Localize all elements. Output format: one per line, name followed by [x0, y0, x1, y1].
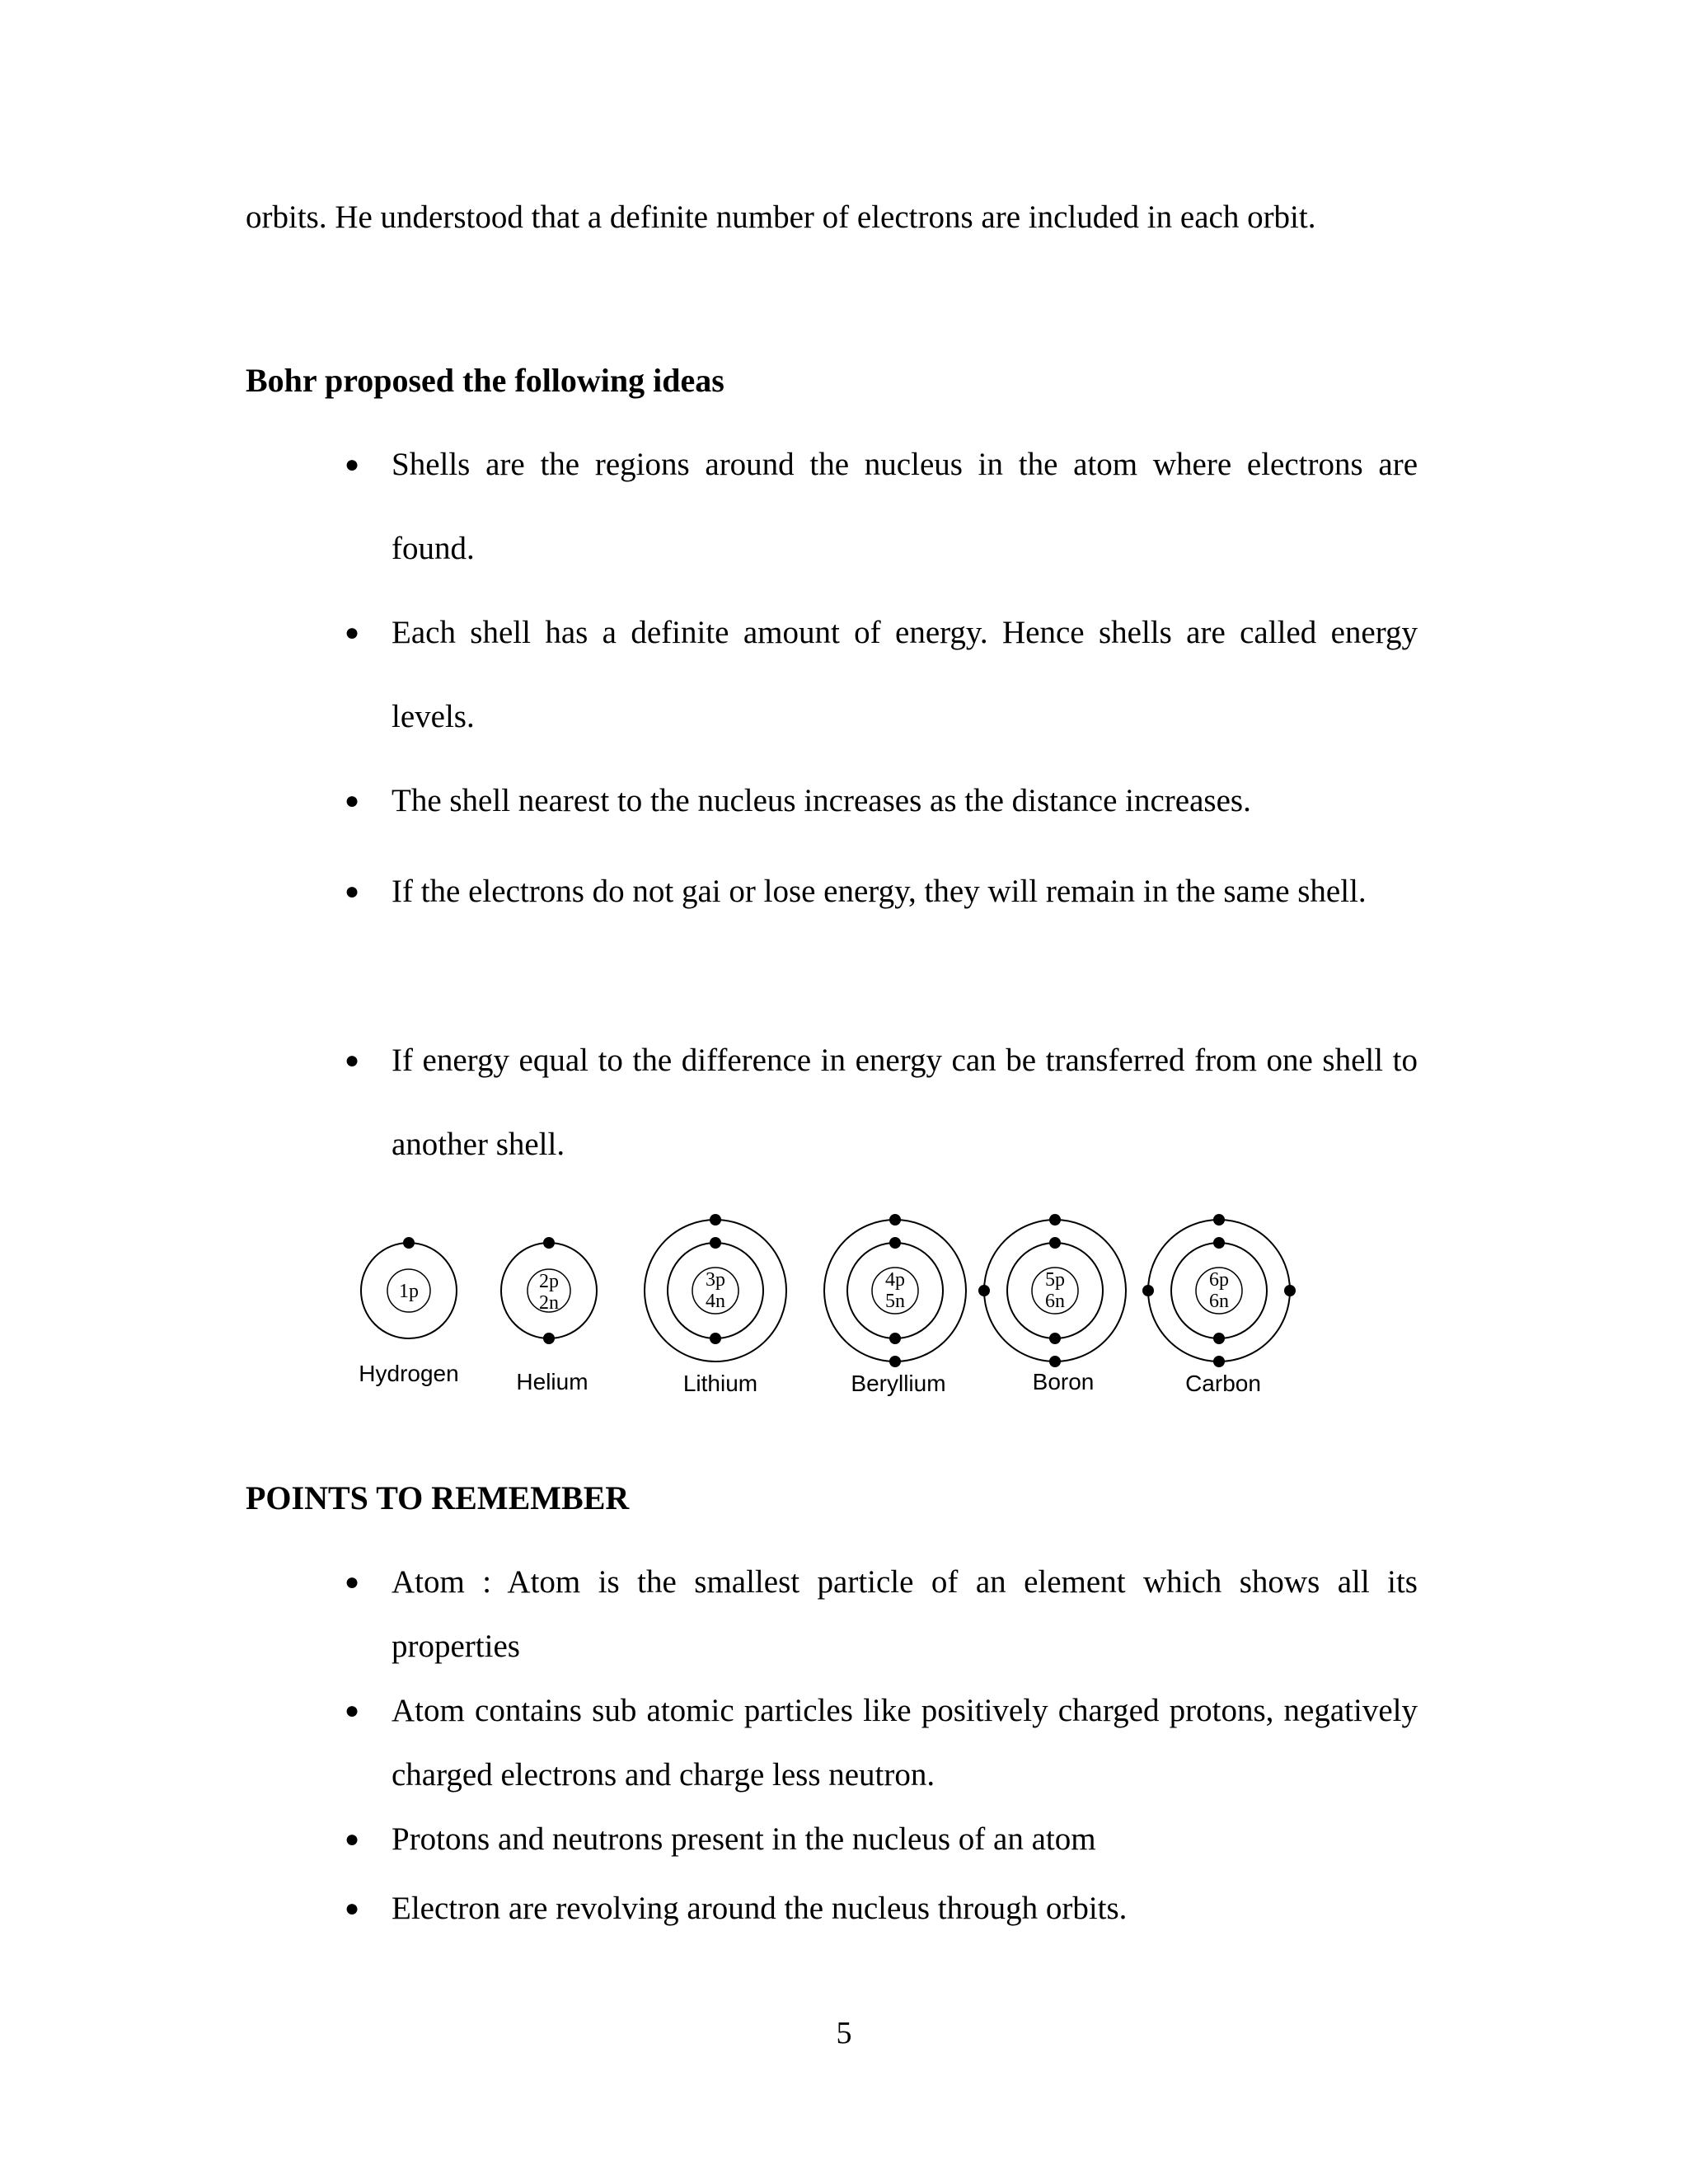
- hydrogen-label: Hydrogen: [359, 1361, 459, 1386]
- lithium-electron: [710, 1237, 721, 1249]
- bohr-idea-text: The shell nearest to the nucleus increases as the distance increases.: [392, 783, 1251, 818]
- bullet-icon: ●: [345, 1047, 360, 1074]
- helium-label: Helium: [516, 1369, 588, 1394]
- carbon-electron: [1284, 1285, 1296, 1296]
- beryllium-electron: [889, 1214, 901, 1226]
- helium-neutron-count: 2n: [539, 1292, 559, 1314]
- carbon-neutron-count: 6n: [1209, 1291, 1229, 1312]
- helium-proton-count: 2p: [539, 1271, 559, 1292]
- beryllium-label: Beryllium: [851, 1371, 946, 1396]
- bullet-icon: ●: [345, 787, 360, 814]
- boron-electron: [1049, 1333, 1061, 1344]
- lithium-label: Lithium: [682, 1371, 758, 1396]
- hydrogen-electron: [403, 1237, 415, 1249]
- bohr-idea-text: Shells are the regions around the nucleus in the atom where electrons are found.: [392, 447, 1418, 566]
- point-item: [345, 1550, 1418, 1679]
- bullet-icon: ●: [345, 1568, 360, 1596]
- bullet-icon: ●: [345, 878, 360, 905]
- boron-label: Boron: [1032, 1369, 1095, 1394]
- boron-proton-count: 5p: [1045, 1269, 1065, 1291]
- point-item: [345, 1807, 1418, 1872]
- bullet-icon: ●: [345, 451, 360, 478]
- bullet-icon: ●: [345, 619, 360, 646]
- point-text: Atom contains sub atomic particles like positively charged protons, negatively charged electrons and charge less neutron.: [392, 1693, 1418, 1793]
- boron-electron: [1049, 1214, 1061, 1226]
- carbon-electron: [1213, 1356, 1225, 1367]
- boron-electron: [1049, 1237, 1061, 1249]
- beryllium-neutron-count: 5n: [885, 1291, 905, 1312]
- carbon-electron: [1213, 1333, 1225, 1344]
- carbon-label: Carbon: [1185, 1371, 1261, 1396]
- bohr-idea-item: [345, 423, 1418, 591]
- bullet-icon: ●: [345, 1825, 360, 1853]
- bohr-idea-text: If the electrons do not gai or lose energy, they will remain in the same shell.: [392, 874, 1367, 909]
- lithium-neutron-count: 4n: [706, 1291, 725, 1312]
- bohr-idea-item: [345, 759, 1418, 843]
- lithium-proton-count: 3p: [706, 1269, 725, 1291]
- boron-neutron-count: 6n: [1045, 1291, 1065, 1312]
- bohr-idea-item: [345, 1019, 1418, 1187]
- bohr-idea-text: If energy equal to the difference in energy can be transferred from one shell to another shell.: [392, 1043, 1418, 1162]
- bohr-idea-item: [345, 591, 1418, 759]
- bohr-heading: Bohr proposed the following ideas: [246, 362, 724, 399]
- point-text: Protons and neutrons present in the nucleus of an atom: [392, 1821, 1096, 1857]
- bohr-idea-text: Each shell has a definite amount of energy. Hence shells are called energy levels.: [392, 615, 1418, 734]
- carbon-electron: [1213, 1237, 1225, 1249]
- lithium-electron: [710, 1214, 721, 1226]
- atomic-structure-diagram: [330, 1195, 1319, 1418]
- carbon-electron: [1142, 1285, 1154, 1296]
- intro-paragraph: orbits. He understood that a definite number of electrons are included in each orbit.: [246, 199, 1316, 235]
- lithium-electron: [710, 1333, 721, 1344]
- bullet-icon: ●: [345, 1895, 360, 1922]
- point-text: Electron are revolving around the nucleus through orbits.: [392, 1891, 1128, 1926]
- beryllium-electron: [889, 1356, 901, 1367]
- point-item: [345, 1679, 1418, 1807]
- carbon-proton-count: 6p: [1209, 1269, 1229, 1291]
- page-number: 5: [836, 2016, 852, 2050]
- point-text: Atom : Atom is the smallest particle of an element which shows all its properties: [392, 1564, 1418, 1664]
- boron-electron: [978, 1285, 990, 1296]
- beryllium-proton-count: 4p: [885, 1269, 905, 1291]
- beryllium-electron: [889, 1333, 901, 1344]
- beryllium-electron: [889, 1237, 901, 1249]
- helium-electron: [543, 1333, 555, 1344]
- points-heading: POINTS TO REMEMBER: [246, 1479, 630, 1516]
- bohr-idea-item: [345, 850, 1418, 934]
- point-item: [345, 1877, 1418, 1941]
- helium-electron: [543, 1237, 555, 1249]
- carbon-electron: [1213, 1214, 1225, 1226]
- boron-electron: [1049, 1356, 1061, 1367]
- bullet-icon: ●: [345, 1697, 360, 1724]
- hydrogen-proton-count: 1p: [399, 1281, 419, 1302]
